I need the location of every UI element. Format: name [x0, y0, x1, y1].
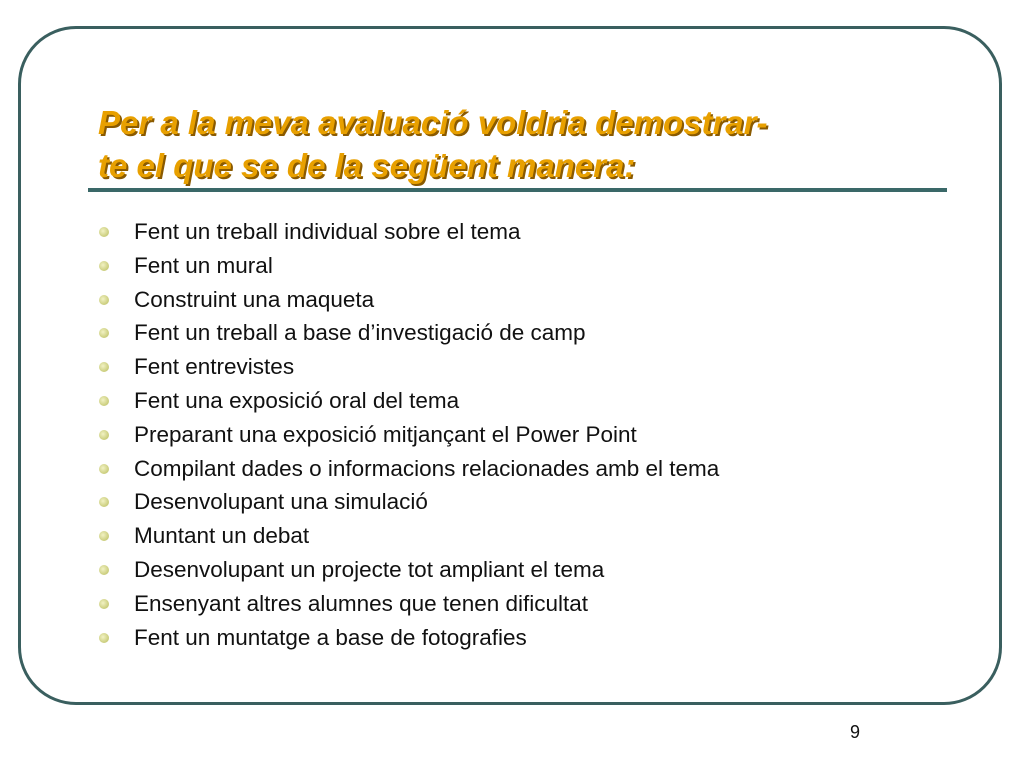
round-bullet-icon	[99, 531, 109, 541]
list-item-text: Fent un treball a base d’investigació de camp	[134, 320, 586, 346]
list-item-text: Fent una exposició oral del tema	[134, 387, 460, 413]
list-item-text: Fent entrevistes	[134, 354, 295, 380]
round-bullet-icon	[99, 599, 109, 609]
round-bullet-icon	[99, 633, 109, 643]
round-bullet-icon	[99, 430, 109, 440]
round-bullet-icon	[99, 396, 109, 406]
list-item	[96, 621, 719, 655]
round-bullet-icon	[99, 328, 109, 338]
round-bullet-icon	[99, 261, 109, 271]
list-item-text: Fent un treball individual sobre el tema	[134, 219, 521, 244]
list-item	[96, 452, 719, 486]
list-item-text: Construint una maqueta	[134, 286, 375, 312]
list-item-text: Fent un muntatge a base de fotografies	[134, 624, 527, 650]
title-underline	[88, 188, 947, 192]
round-bullet-icon	[99, 497, 109, 507]
slide-title: Per a la meva avaluació voldria demostrar- te el que se de la següent manera:	[98, 104, 768, 184]
list-item-text: Desenvolupant una simulació	[134, 489, 428, 515]
round-bullet-icon	[99, 565, 109, 575]
list-item	[96, 384, 719, 418]
round-bullet-icon	[99, 464, 109, 474]
list-item	[96, 553, 719, 587]
list-item	[96, 418, 719, 452]
list-item	[96, 587, 719, 621]
bullet-list	[96, 215, 719, 654]
round-bullet-icon	[99, 295, 109, 305]
list-item-text: Compilant dades o informacions relacionades amb el tema	[134, 455, 720, 481]
list-item	[96, 316, 719, 350]
list-item	[96, 283, 719, 317]
list-item-text: Preparant una exposició mitjançant el Power Point	[134, 421, 637, 447]
list-item-text: Muntant un debat	[134, 523, 310, 549]
round-bullet-icon	[99, 362, 109, 372]
page-number: 9	[850, 722, 861, 742]
list-item	[96, 350, 719, 384]
list-item	[96, 215, 719, 249]
list-item-text: Fent un mural	[134, 252, 273, 278]
list-item	[96, 485, 719, 519]
list-item	[96, 519, 719, 553]
list-item	[96, 249, 719, 283]
list-item-text: Ensenyant altres alumnes que tenen dificultat	[134, 590, 589, 616]
list-item-text: Desenvolupant un projecte tot ampliant el tema	[134, 556, 605, 582]
round-bullet-icon	[99, 227, 109, 237]
